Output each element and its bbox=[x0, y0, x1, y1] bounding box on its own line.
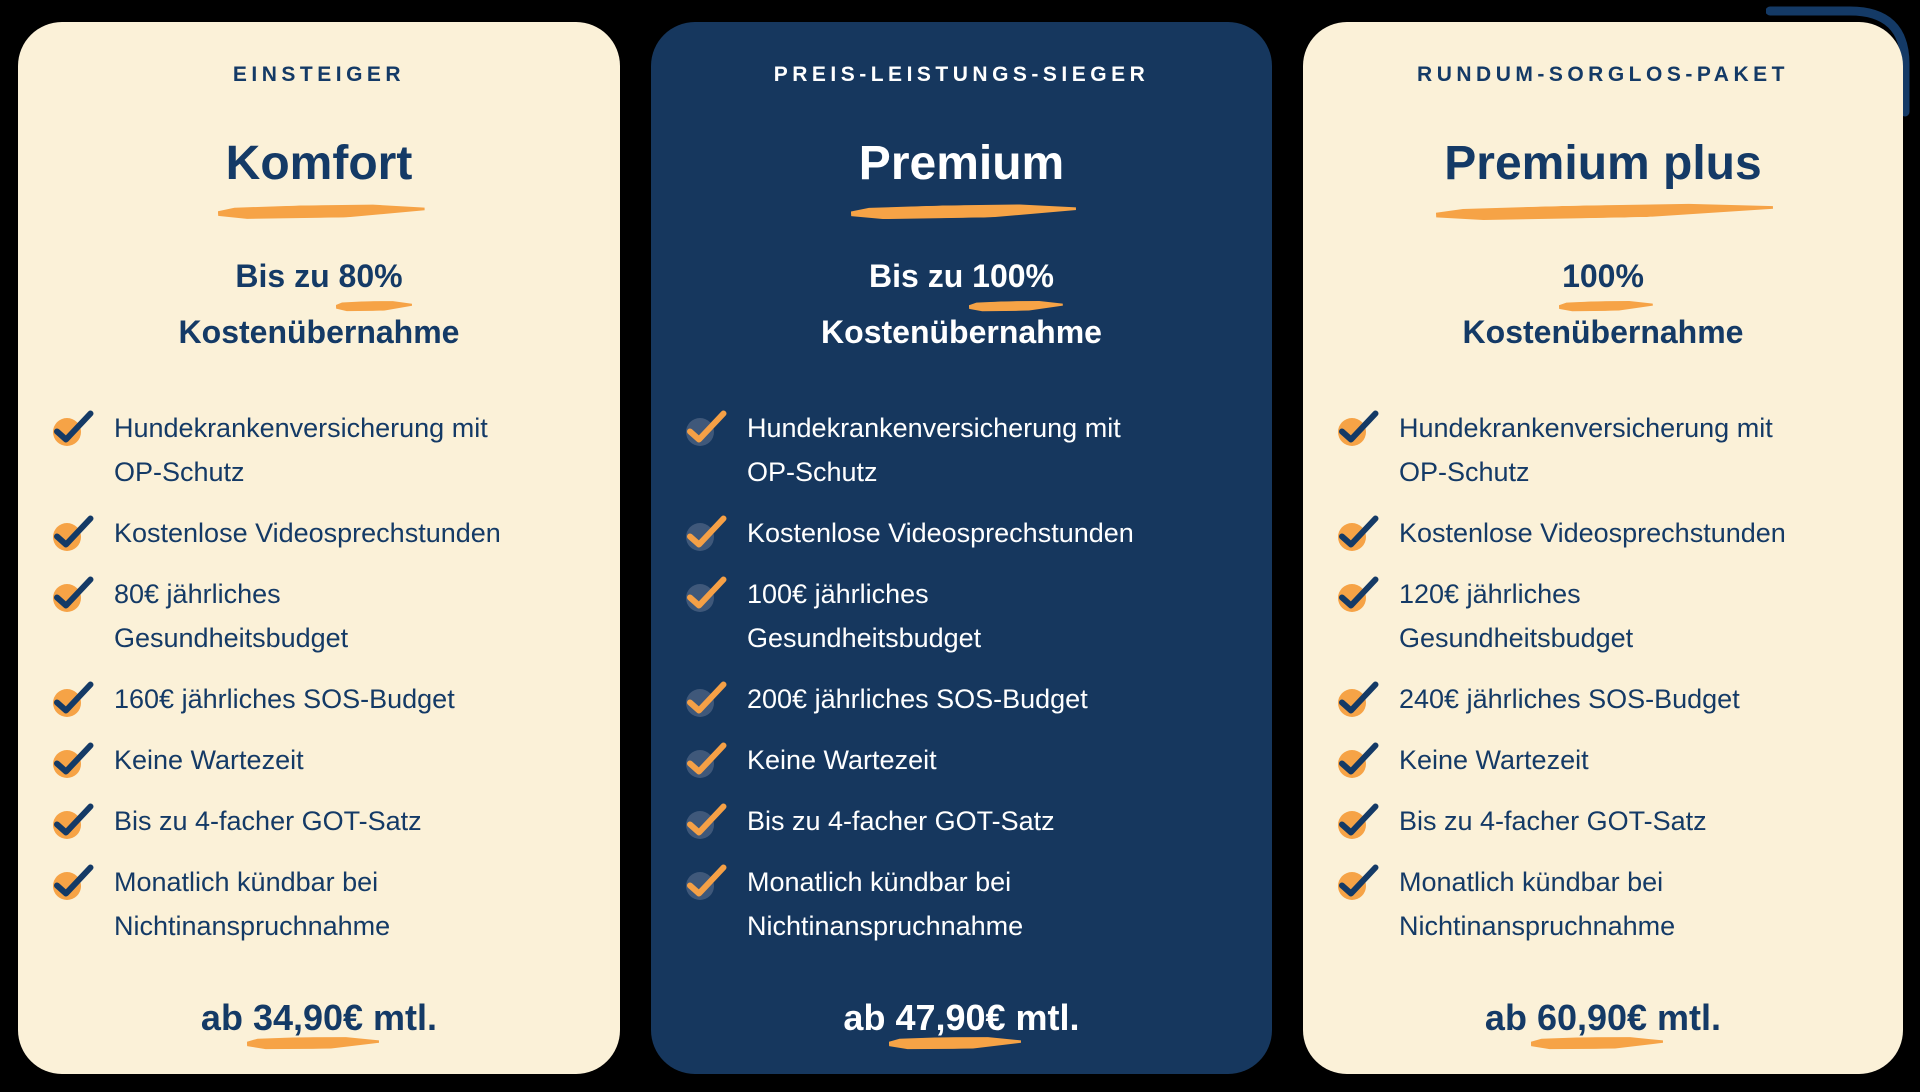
pricing-cards bbox=[18, 22, 1903, 1074]
feature-text: Hundekrankenversicherung mit OP-Schutz bbox=[1399, 413, 1773, 487]
feature-text: Hundekrankenversicherung mit OP-Schutz bbox=[114, 413, 488, 487]
feature-item bbox=[1336, 677, 1877, 721]
price-suffix: mtl. bbox=[363, 997, 438, 1038]
feature-text: Kostenlose Videosprechstunden bbox=[114, 518, 501, 548]
feature-text: 160€ jährliches SOS-Budget bbox=[114, 684, 455, 714]
plan-title bbox=[226, 136, 413, 203]
plan-card-premium bbox=[651, 22, 1272, 1074]
feature-item bbox=[1336, 860, 1877, 948]
price-value-text: 47,90€ bbox=[895, 997, 1006, 1038]
coverage-line1 bbox=[179, 248, 460, 304]
feature-item bbox=[51, 799, 594, 843]
plan-price bbox=[1485, 996, 1721, 1040]
feature-text: Keine Wartezeit bbox=[114, 745, 304, 775]
check-icon bbox=[684, 862, 728, 902]
feature-item bbox=[684, 738, 1246, 782]
feature-item bbox=[684, 511, 1246, 555]
feature-list bbox=[18, 406, 620, 965]
coverage-highlight-text: 100% bbox=[1562, 258, 1644, 294]
plan-price bbox=[843, 996, 1079, 1040]
price-prefix: ab bbox=[200, 997, 253, 1038]
check-icon bbox=[684, 801, 728, 841]
feature-text: Kostenlose Videosprechstunden bbox=[1399, 518, 1786, 548]
check-icon bbox=[1336, 740, 1380, 780]
plan-title bbox=[1444, 136, 1761, 203]
coverage-highlight-text: 80% bbox=[338, 258, 403, 294]
feature-text: Monatlich kündbar bei Nichtinanspruchnahme bbox=[747, 867, 1024, 941]
price-suffix: mtl. bbox=[1647, 997, 1722, 1038]
plan-price bbox=[201, 996, 437, 1040]
feature-text: 120€ jährliches Gesundheitsbudget bbox=[1399, 579, 1634, 653]
plan-card-premium-plus bbox=[1303, 22, 1903, 1074]
check-icon bbox=[51, 408, 95, 448]
feature-text: Monatlich kündbar bei Nichtinanspruchnahme bbox=[114, 867, 391, 941]
feature-item bbox=[684, 799, 1246, 843]
price-value-text: 60,90€ bbox=[1536, 997, 1648, 1038]
plan-name: Premium bbox=[858, 137, 1065, 190]
coverage bbox=[821, 248, 1102, 360]
check-icon bbox=[684, 574, 728, 614]
underline-accent bbox=[851, 202, 1077, 220]
coverage-line2: Kostenübernahme bbox=[1462, 314, 1744, 350]
feature-item bbox=[1336, 406, 1877, 494]
check-icon bbox=[1336, 408, 1380, 448]
coverage-highlight bbox=[972, 248, 1054, 304]
feature-item bbox=[51, 860, 594, 948]
check-icon bbox=[1336, 679, 1380, 719]
price-suffix: mtl. bbox=[1005, 997, 1080, 1038]
plan-name: Premium plus bbox=[1444, 137, 1762, 190]
feature-text: Monatlich kündbar bei Nichtinanspruchnahme bbox=[1399, 867, 1676, 941]
plan-card-komfort bbox=[18, 22, 620, 1074]
price-value bbox=[895, 996, 1005, 1040]
feature-text: 200€ jährliches SOS-Budget bbox=[747, 684, 1088, 714]
feature-item bbox=[684, 860, 1246, 948]
feature-text: 100€ jährliches Gesundheitsbudget bbox=[747, 579, 982, 653]
plan-badge: RUNDUM-SORGLOS-PAKET bbox=[1417, 63, 1789, 86]
check-icon bbox=[684, 740, 728, 780]
feature-text: 80€ jährliches Gesundheitsbudget bbox=[114, 579, 349, 653]
feature-item bbox=[684, 406, 1246, 494]
check-icon bbox=[51, 513, 95, 553]
feature-text: Kostenlose Videosprechstunden bbox=[747, 518, 1134, 548]
plan-badge: PREIS-LEISTUNGS-SIEGER bbox=[773, 63, 1150, 86]
feature-text: Keine Wartezeit bbox=[1399, 745, 1589, 775]
check-icon bbox=[684, 513, 728, 553]
feature-item bbox=[51, 738, 594, 782]
plan-name: Komfort bbox=[225, 137, 413, 190]
feature-item bbox=[51, 677, 594, 721]
check-icon bbox=[51, 679, 95, 719]
feature-text: 240€ jährliches SOS-Budget bbox=[1399, 684, 1740, 714]
coverage-highlight bbox=[1562, 248, 1644, 304]
feature-list bbox=[1303, 406, 1903, 965]
check-icon bbox=[1336, 574, 1380, 614]
check-icon bbox=[51, 862, 95, 902]
underline-accent bbox=[218, 203, 425, 221]
check-icon bbox=[51, 801, 95, 841]
check-icon bbox=[1336, 801, 1380, 841]
plan-badge: EINSTEIGER bbox=[232, 63, 406, 86]
feature-item bbox=[51, 572, 594, 660]
feature-item bbox=[1336, 511, 1877, 555]
price-prefix: ab bbox=[1484, 997, 1537, 1038]
feature-item bbox=[1336, 738, 1877, 782]
coverage bbox=[1463, 248, 1744, 360]
feature-item bbox=[51, 406, 594, 494]
coverage-line2: Kostenübernahme bbox=[178, 314, 460, 350]
check-icon bbox=[1336, 513, 1380, 553]
underline-accent bbox=[1436, 201, 1774, 222]
price-prefix: ab bbox=[843, 997, 896, 1038]
feature-text: Bis zu 4-facher GOT-Satz bbox=[747, 806, 1055, 836]
coverage-prefix: Bis zu bbox=[235, 258, 339, 294]
feature-item bbox=[51, 511, 594, 555]
check-icon bbox=[51, 740, 95, 780]
price-value bbox=[253, 996, 363, 1040]
check-icon bbox=[51, 574, 95, 614]
feature-text: Bis zu 4-facher GOT-Satz bbox=[114, 806, 422, 836]
feature-text: Keine Wartezeit bbox=[747, 745, 937, 775]
feature-item bbox=[684, 572, 1246, 660]
feature-item bbox=[1336, 572, 1877, 660]
feature-item bbox=[684, 677, 1246, 721]
price-value bbox=[1537, 996, 1647, 1040]
coverage-line2: Kostenübernahme bbox=[821, 314, 1102, 350]
coverage-highlight bbox=[339, 248, 403, 304]
coverage-line1 bbox=[1463, 248, 1744, 304]
plan-title bbox=[859, 136, 1064, 203]
check-icon bbox=[1336, 862, 1380, 902]
feature-text: Hundekrankenversicherung mit OP-Schutz bbox=[747, 413, 1121, 487]
coverage bbox=[179, 248, 460, 360]
feature-list bbox=[651, 406, 1272, 965]
check-icon bbox=[684, 408, 728, 448]
coverage-highlight-text: 100% bbox=[972, 258, 1054, 294]
feature-text: Bis zu 4-facher GOT-Satz bbox=[1399, 806, 1707, 836]
price-value-text: 34,90€ bbox=[252, 997, 364, 1038]
feature-item bbox=[1336, 799, 1877, 843]
coverage-prefix: Bis zu bbox=[869, 258, 973, 294]
coverage-line1 bbox=[821, 248, 1102, 304]
check-icon bbox=[684, 679, 728, 719]
